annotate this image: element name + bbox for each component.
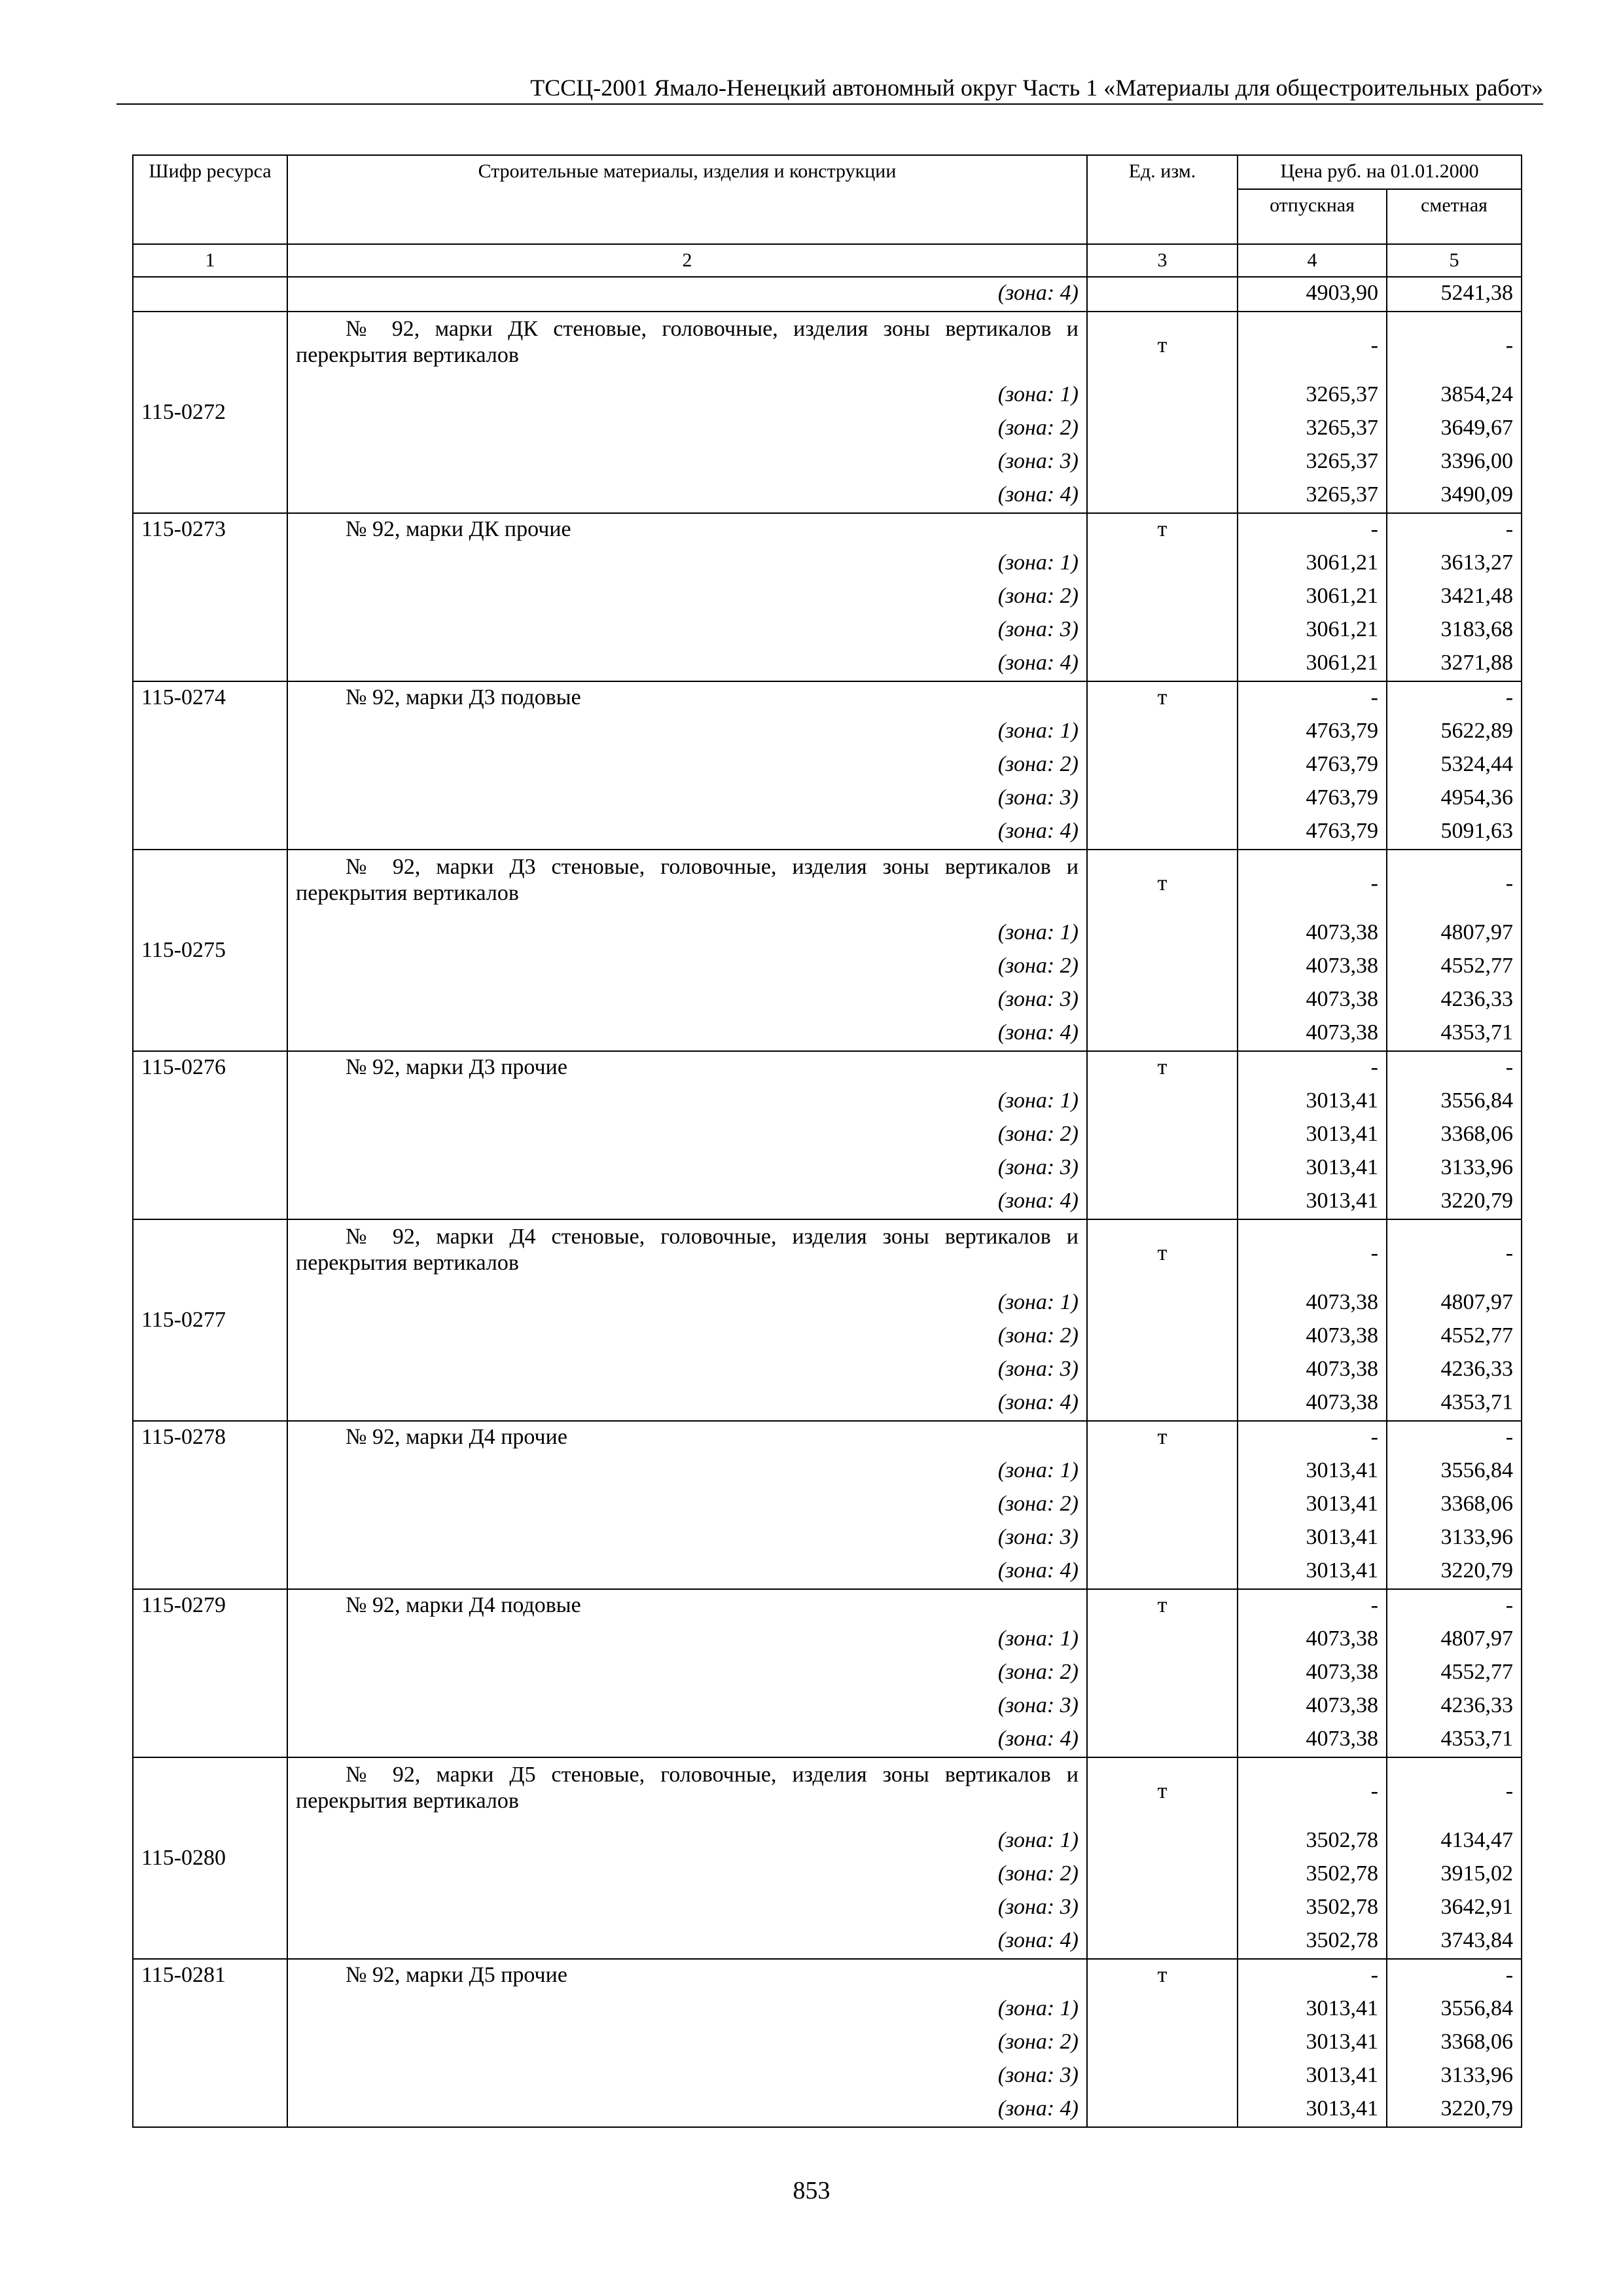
col-number: 4 [1238,244,1387,277]
estimate-price: 3421,48 [1387,581,1522,614]
zone-label: (зона: 3) [287,2060,1087,2093]
release-price: 3013,41 [1238,1085,1387,1119]
release-price: 4763,79 [1238,816,1387,850]
page-number: 853 [793,2177,830,2204]
header-rule [116,103,1543,105]
estimate-price: 3133,96 [1387,1522,1522,1555]
release-price: - [1238,1757,1387,1825]
resource-code: 115-0273 [133,513,287,681]
release-price: 3013,41 [1238,1455,1387,1488]
zone-row [133,1354,1522,1387]
release-price: 3265,37 [1238,446,1387,479]
zone-row [133,1657,1522,1690]
zone-label: (зона: 3) [287,782,1087,816]
zone-row [133,1387,1522,1421]
zone-row [133,715,1522,749]
zone-row [133,1119,1522,1152]
zone-row [133,479,1522,513]
release-price: 4073,38 [1238,1017,1387,1051]
price-table [132,154,1522,2128]
release-price: 3061,21 [1238,547,1387,581]
release-price: 3061,21 [1238,581,1387,614]
zone-row [133,581,1522,614]
zone-row [133,1993,1522,2026]
estimate-price: 3743,84 [1387,1925,1522,1959]
release-price: 3013,41 [1238,1555,1387,1589]
release-price: - [1238,1959,1387,1993]
zone-label: (зона: 4) [287,1017,1087,1051]
resource-code: 115-0278 [133,1421,287,1589]
resource-name: № 92, марки ДК стеновые, головочные, изделия зоны вертикалов и перекрытия вертикалов [287,312,1087,379]
zone-label: (зона: 3) [287,446,1087,479]
zone-row [133,647,1522,681]
zone-label: (зона: 4) [287,647,1087,681]
carryover-row [133,277,1522,312]
zone-label: (зона: 3) [287,1354,1087,1387]
estimate-price: 4552,77 [1387,1657,1522,1690]
estimate-price: 4236,33 [1387,1354,1522,1387]
zone-row [133,1555,1522,1589]
estimate-price: 4353,71 [1387,1017,1522,1051]
resource-unit: т [1087,513,1238,547]
resource-name: № 92, марки ДК прочие [287,513,1087,547]
resource-unit: т [1087,1421,1238,1455]
resource-unit: т [1087,312,1238,379]
zone-label: (зона: 2) [287,1119,1087,1152]
estimate-price: 3642,91 [1387,1892,1522,1925]
zone-label: (зона: 1) [287,1993,1087,2026]
zone-label: (зона: 1) [287,715,1087,749]
resource-code: 115-0280 [133,1757,287,1959]
estimate-price: 4552,77 [1387,950,1522,984]
estimate-price: 5324,44 [1387,749,1522,782]
zone-label: (зона: 3) [287,1522,1087,1555]
col-header-name: Строительные материалы, изделия и конструкции [287,155,1087,244]
col-header-release: отпускная [1238,189,1387,244]
zone-row [133,1825,1522,1858]
release-price: 4073,38 [1238,917,1387,950]
resource-unit: т [1087,1959,1238,1993]
resource-unit: т [1087,1051,1238,1085]
zone-row [133,2093,1522,2127]
estimate-price: - [1387,513,1522,547]
zone-label: (зона: 3) [287,1892,1087,1925]
estimate-price: 4807,97 [1387,1287,1522,1320]
zone-row [133,446,1522,479]
zone-label: (зона: 2) [287,2026,1087,2060]
resource-code: 115-0274 [133,681,287,850]
zone-label: (зона: 2) [287,749,1087,782]
resource-row [133,513,1522,547]
release-price: - [1238,681,1387,715]
release-price: 3502,78 [1238,1825,1387,1858]
zone-label: (зона: 1) [287,917,1087,950]
resource-row [133,1757,1522,1825]
zone-label: (зона: 2) [287,1488,1087,1522]
resource-unit: т [1087,1757,1238,1825]
release-price: 4073,38 [1238,950,1387,984]
release-price: 4763,79 [1238,715,1387,749]
release-price: 3013,41 [1238,2026,1387,2060]
estimate-price: 3368,06 [1387,1488,1522,1522]
resource-name: № 92, марки Д3 стеновые, головочные, изделия зоны вертикалов и перекрытия вертикалов [287,850,1087,917]
release-price: 3265,37 [1238,412,1387,446]
resource-row [133,1959,1522,1993]
release-price: 3013,41 [1238,1119,1387,1152]
resource-code: 115-0276 [133,1051,287,1219]
release-price: 4763,79 [1238,782,1387,816]
release-price: 3013,41 [1238,1993,1387,2026]
zone-label: (зона: 1) [287,1287,1087,1320]
estimate-price: - [1387,1959,1522,1993]
estimate-price: - [1387,1219,1522,1287]
estimate-price: 3915,02 [1387,1858,1522,1892]
zone-row [133,1287,1522,1320]
estimate-price: 4236,33 [1387,1690,1522,1723]
release-price: 4073,38 [1238,1690,1387,1723]
zone-label: (зона: 4) [287,1925,1087,1959]
zone-row [133,2026,1522,2060]
zone-row [133,547,1522,581]
release-price: - [1238,312,1387,379]
resource-row [133,1219,1522,1287]
estimate-price: - [1387,850,1522,917]
release-price: 3265,37 [1238,379,1387,412]
zone-label: (зона: 4) [287,479,1087,513]
release-price: 3013,41 [1238,1488,1387,1522]
release-price: 3013,41 [1238,2060,1387,2093]
zone-row [133,749,1522,782]
resource-code: 115-0281 [133,1959,287,2127]
zone-label: (зона: 3) [287,984,1087,1017]
col-header-price-group: Цена руб. на 01.01.2000 [1238,155,1522,189]
col-number: 5 [1387,244,1522,277]
estimate-price: 3556,84 [1387,1085,1522,1119]
zone-row [133,1925,1522,1959]
release-price: 3013,41 [1238,1522,1387,1555]
zone-row [133,1455,1522,1488]
resource-unit: т [1087,1589,1238,1623]
resource-name: № 92, марки Д4 прочие [287,1421,1087,1455]
zone-row [133,1690,1522,1723]
zone-row [133,379,1522,412]
resource-code: 115-0275 [133,850,287,1051]
resource-row [133,681,1522,715]
estimate-price: 3490,09 [1387,479,1522,513]
zone-label: (зона: 3) [287,1152,1087,1185]
zone-row [133,950,1522,984]
release-price: 3265,37 [1238,479,1387,513]
estimate-price: 4807,97 [1387,1623,1522,1657]
col-number: 3 [1087,244,1238,277]
release-price: 3502,78 [1238,1892,1387,1925]
zone-label: (зона: 1) [287,1085,1087,1119]
resource-row [133,1421,1522,1455]
estimate-price: 3649,67 [1387,412,1522,446]
resource-name: № 92, марки Д4 стеновые, головочные, изделия зоны вертикалов и перекрытия вертикалов [287,1219,1087,1287]
zone-label: (зона: 3) [287,614,1087,647]
estimate-price: - [1387,1757,1522,1825]
document-header: ТССЦ-2001 Ямало-Ненецкий автономный округ Часть 1 «Материалы для общестроительных работ» [530,75,1543,101]
estimate-price: 3220,79 [1387,1555,1522,1589]
release-price: 4073,38 [1238,1623,1387,1657]
zone-label: (зона: 1) [287,1825,1087,1858]
resource-unit: т [1087,1219,1238,1287]
resource-name: № 92, марки Д5 прочие [287,1959,1087,1993]
resource-row [133,1589,1522,1623]
estimate-price: - [1387,1421,1522,1455]
estimate-price: 3271,88 [1387,647,1522,681]
estimate-price: 3133,96 [1387,1152,1522,1185]
zone-label: (зона: 4) [287,816,1087,850]
estimate-price: 4134,47 [1387,1825,1522,1858]
estimate-price: 4353,71 [1387,1723,1522,1757]
zone-row [133,2060,1522,2093]
col-number: 1 [133,244,287,277]
zone-label: (зона: 3) [287,1690,1087,1723]
release-price: 4073,38 [1238,1354,1387,1387]
estimate-price: 4807,97 [1387,917,1522,950]
release-price: 4073,38 [1238,1387,1387,1421]
resource-code: 115-0277 [133,1219,287,1421]
estimate-price: 5622,89 [1387,715,1522,749]
release-price: 4763,79 [1238,749,1387,782]
release-price: 3013,41 [1238,2093,1387,2127]
release-price: - [1238,850,1387,917]
zone-label: (зона: 2) [287,950,1087,984]
release-price: - [1238,1421,1387,1455]
zone-label: (зона: 2) [287,1657,1087,1690]
col-header-unit: Ед. изм. [1087,155,1238,244]
col-header-code: Шифр ресурса [133,155,287,244]
zone-row [133,1320,1522,1354]
zone-row [133,984,1522,1017]
zone-row [133,1152,1522,1185]
zone-row [133,614,1522,647]
resource-unit: т [1087,850,1238,917]
resource-row [133,850,1522,917]
zone-label: (зона: 1) [287,1455,1087,1488]
release-price: 4073,38 [1238,1657,1387,1690]
zone-label: (зона: 1) [287,379,1087,412]
release-price: - [1238,1051,1387,1085]
release-price: 3013,41 [1238,1185,1387,1219]
zone-label: (зона: 1) [287,1623,1087,1657]
release-price: 3502,78 [1238,1925,1387,1959]
release-price: 3061,21 [1238,647,1387,681]
estimate-price: 3183,68 [1387,614,1522,647]
resource-unit: т [1087,681,1238,715]
resource-name: № 92, марки Д3 прочие [287,1051,1087,1085]
estimate-price: 3613,27 [1387,547,1522,581]
release-price: 4073,38 [1238,1287,1387,1320]
zone-label: (зона: 4) [287,1185,1087,1219]
table-body [133,277,1522,2127]
col-header-estimate: сметная [1387,189,1522,244]
estimate-price: 4954,36 [1387,782,1522,816]
resource-name: № 92, марки Д3 подовые [287,681,1087,715]
resource-name: № 92, марки Д5 стеновые, головочные, изделия зоны вертикалов и перекрытия вертикалов [287,1757,1087,1825]
zone-row [133,1085,1522,1119]
resource-code: 115-0272 [133,312,287,513]
zone-label: (зона: 2) [287,581,1087,614]
zone-row [133,1185,1522,1219]
estimate-price: 3396,00 [1387,446,1522,479]
zone-label: (зона: 4) [287,1723,1087,1757]
zone-row [133,1522,1522,1555]
zone-row [133,1892,1522,1925]
resource-code: 115-0279 [133,1589,287,1757]
col-number: 2 [287,244,1087,277]
zone-row [133,1017,1522,1051]
zone-row [133,412,1522,446]
estimate-price: - [1387,681,1522,715]
resource-row [133,312,1522,379]
zone-row [133,816,1522,850]
estimate-price: 5241,38 [1387,277,1522,312]
zone-row [133,1488,1522,1522]
zone-label: (зона: 4) [287,277,1087,312]
estimate-price: 4552,77 [1387,1320,1522,1354]
release-price: 3502,78 [1238,1858,1387,1892]
estimate-price: 4353,71 [1387,1387,1522,1421]
estimate-price: 4236,33 [1387,984,1522,1017]
release-price: 4073,38 [1238,1320,1387,1354]
zone-row [133,1858,1522,1892]
zone-label: (зона: 4) [287,1555,1087,1589]
estimate-price: - [1387,1589,1522,1623]
release-price: - [1238,513,1387,547]
zone-label: (зона: 4) [287,1387,1087,1421]
zone-label: (зона: 1) [287,547,1087,581]
release-price: 4073,38 [1238,984,1387,1017]
release-price: 4903,90 [1238,277,1387,312]
zone-row [133,782,1522,816]
estimate-price: 5091,63 [1387,816,1522,850]
estimate-price: 3368,06 [1387,1119,1522,1152]
estimate-price: 3556,84 [1387,1455,1522,1488]
estimate-price: - [1387,312,1522,379]
estimate-price: 3368,06 [1387,2026,1522,2060]
release-price: 3061,21 [1238,614,1387,647]
release-price: - [1238,1219,1387,1287]
zone-label: (зона: 2) [287,1858,1087,1892]
zone-row [133,1623,1522,1657]
estimate-price: - [1387,1051,1522,1085]
resource-row [133,1051,1522,1085]
zone-row [133,917,1522,950]
release-price: 4073,38 [1238,1723,1387,1757]
zone-label: (зона: 4) [287,2093,1087,2127]
zone-row [133,1723,1522,1757]
estimate-price: 3854,24 [1387,379,1522,412]
zone-label: (зона: 2) [287,1320,1087,1354]
release-price: 3013,41 [1238,1152,1387,1185]
zone-label: (зона: 2) [287,412,1087,446]
release-price: - [1238,1589,1387,1623]
resource-name: № 92, марки Д4 подовые [287,1589,1087,1623]
estimate-price: 3220,79 [1387,2093,1522,2127]
estimate-price: 3133,96 [1387,2060,1522,2093]
estimate-price: 3556,84 [1387,1993,1522,2026]
estimate-price: 3220,79 [1387,1185,1522,1219]
